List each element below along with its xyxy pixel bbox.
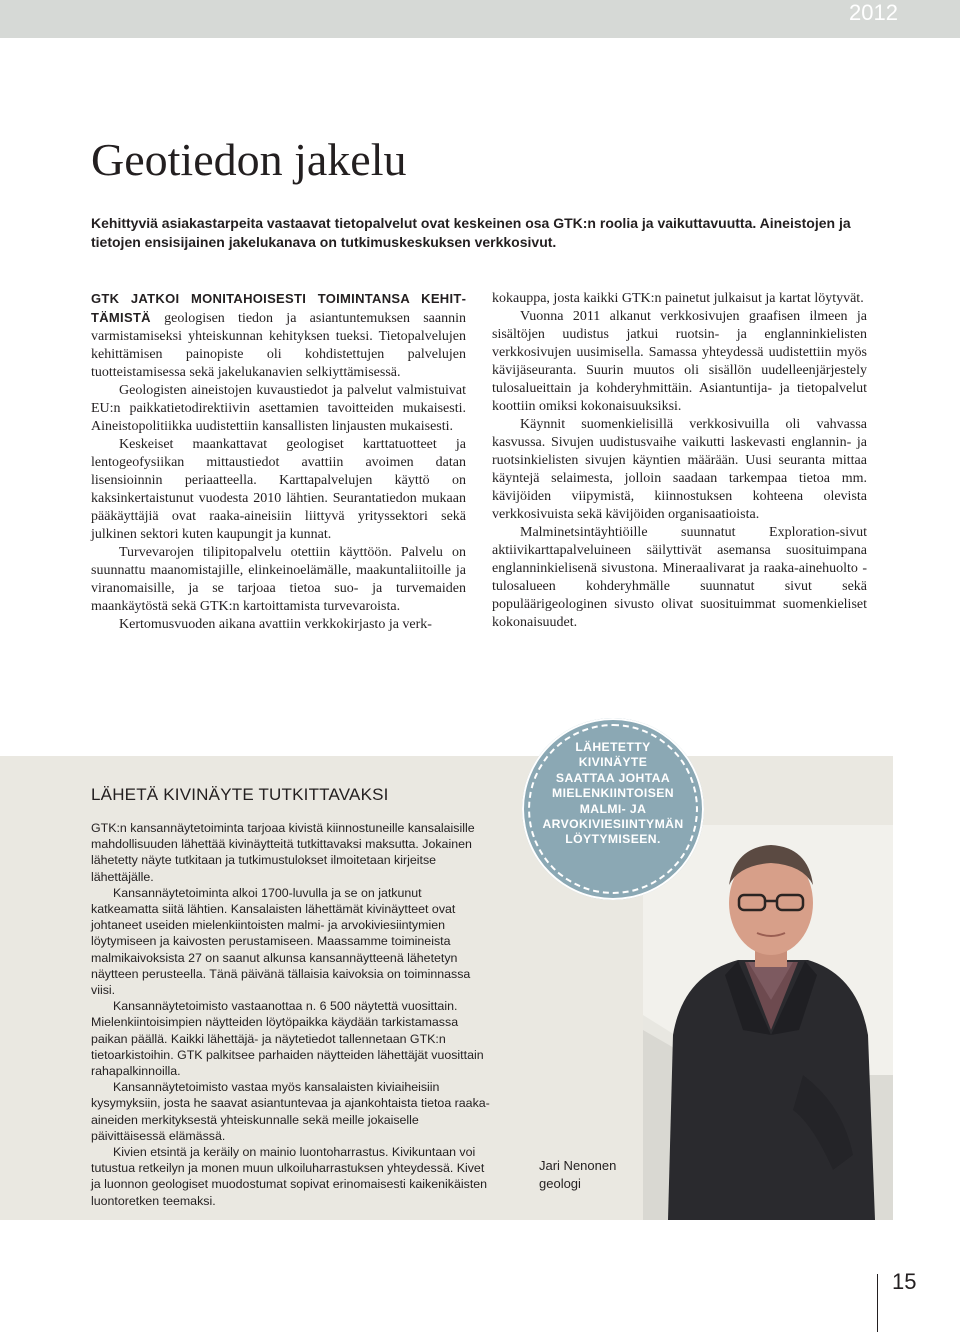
article-paragraph: kokauppa, josta kaikki GTK:n painetut julkaisut ja kartat löytyvät. — [492, 291, 864, 306]
top-bar — [0, 0, 960, 38]
info-box-body — [91, 820, 491, 1209]
article-text: geologisen tiedon ja asiantuntemuksen saannin varmistamiseksi yhteiskunnan kehityksen tueksi. Tietopalvelujen kehittämisen painopiste oli kohdistettujen palvelujen tuotteistamisessa sekä jakelukanavien selkiyttämisessä. — [91, 311, 466, 380]
lead-paragraph: Kehittyviä asiakastarpeita vastaavat tietopalvelut ovat keskeinen osa GTK:n roolia ja vaikuttavuutta. Aineistojen ja tietojen ensisijainen jakelukanava on tutkimuskeskuksen verkkosivut. — [91, 215, 851, 250]
photo-caption: Jari Nenonen geologi — [539, 1158, 617, 1191]
callout-badge-text: LÄHETETTY KIVINÄYTE SAATTAA JOHTAA MIELENKIINTOISEN MALMI- JA ARVOKIVIESIINTYMÄN LÖYTYMISEEN. — [542, 740, 684, 847]
article-paragraph: Käynnit suomenkielisillä verkkosivuilla oli vahvassa kasvussa. Sivujen uudistusvaihe vaikutti laskevasti englannin- ja ruotsinkielisten sivujen käyntien määrään. Uusi seuranta mittaa käyntejä selaimesta, jolloin saadaan tarkempaa tietoa mm. kävijöiden viipymistä, kiinnostuksen kohteena olevista verkkosivuista sekä kävijöiden organisaatioista. — [492, 417, 867, 522]
page-number-rule — [877, 1274, 878, 1332]
page-number: 15 — [892, 1269, 917, 1294]
info-box-paragraph: GTK:n kansannäytetoiminta tarjoaa kivistä kiinnostuneille kansalaisille mahdollisuuden lähettää kivinäytteitä tutkittavaksi maksutta. Jokainen lähetetty näyte tutkitaan ja tutkimustulokset ilmoitetaan kirjeitse lähettäjälle. — [91, 821, 475, 884]
article-paragraph: Malminetsintäyhtiöille suunnatut Exploration-sivut aktiivikarttapalveluineen säilyttivät asemansa suosituimpana englanninkielisenä sivustona. Mineraalivarat ja raaka-ainehuolto -tulosalueen kohderyhmälle suunnatut sivut sekä populäärigeologinen sivusto olivat suosituimmat suomenkieliset kokonaisuudet. — [492, 525, 867, 630]
person-portrait-icon — [643, 825, 893, 1220]
info-box-paragraph: Kivien etsintä ja keräily on mainio luontoharrastus. Kivikuntaan voi tutustua retkeilyn ja monen muun ulkoiluharrastuksen yhteydessä. Kivet ja luonnon geologiset muodostumat sopivat erinomaisesti kaikenikäisten luontoretken teemaksi. — [91, 1145, 488, 1208]
article-left-column — [91, 290, 466, 634]
article-paragraph: Geologisten aineistojen kuvaustiedot ja palvelut valmistuivat EU:n paikkatietodirektiivin asettamien tavoitteiden mukaisesti. Aineistopolitiikka uudistettiin kansallisten linjausten mukaisesti. — [91, 383, 466, 434]
article-paragraph: Keskeiset maankattavat geologiset karttatuotteet ja lentogeofysiikan mittaustiedot avattiin avoimen datan lisensioinnin periaatteella. Karttapalvelujen käyttö on kaksinkertaistunut vuodesta 2010 lähtien. Seurantatiedon mukaan pääkäyttäjiä ovat raaka-aineisiin liittyvä yrityssektori sekä julkinen sektori kuten kaupungit ja kunnat. — [91, 437, 466, 542]
info-box-paragraph: Kansannäytetoiminta alkoi 1700-luvulla ja se on jatkunut katkeamatta siitä lähtien. Kansalaisten lähettämät kivinäytteet ovat johtaneet useiden mielenkiintoisten malmi- ja arvokiviesiintymien löytymiseen ja kaivosten perustamiseen. Maassamme toimineista malmikaivoksista 27 on saanut alkunsa kansannäytteenä lähetetyn näytteen perusteella. Tänä päivänä tällaisia kaivoksia on toiminnassa viisi. — [91, 885, 471, 998]
header-year: 2012 — [849, 0, 898, 25]
article-paragraph — [91, 290, 466, 382]
info-box-paragraph: Kansannäytetoimisto vastaanottaa n. 6 500 näytettä vuosittain. Mielenkiintoisimpien näytteiden löytöpaikka käydään tarkistamassa paikan päällä. Kaikki lähettäjä- ja näytetiedot tallennetaan GTK:n tietoarkistoihin. GTK palkitsee parhaiden näytteiden lähettäjät vuosittain rahapalkinnoilla. — [91, 999, 484, 1079]
article-caps-lead: GTK JATKOI MONITAHOISESTI TOIMINTANSA KEHITTÄMISTÄ — [91, 291, 466, 325]
article-paragraph: Turvevarojen tilipitopalvelu otettiin käyttöön. Palvelu on suunnattu maanomistajille, elinkeinoelämälle, maakuntaliitoille ja viranomaisille, ja se tarjoaa tietoa suo- ja turvemaiden maankäytöstä sekä GTK:n kartoittamista turvevaroista. — [91, 545, 466, 614]
info-box-paragraph: Kansannäytetoimisto vastaa myös kansalaisten kiviaiheisiin kysymyksiin, josta he saavat asiantuntevaa ja ajankohtaista tietoa raaka-aineiden merkityksestä yhteiskunnalle sekä meille jokaiselle päivittäisessä elämässä. — [91, 1080, 490, 1143]
page-title: Geotiedon jakelu — [91, 134, 407, 185]
info-box-title: LÄHETÄ KIVINÄYTE TUTKITTAVAKSI — [91, 785, 389, 804]
article-right-column — [492, 290, 867, 632]
article-paragraph: Vuonna 2011 alkanut verkkosivujen graafisen ilmeen ja sisältöjen uudistus jatkui ruotsin- ja englanninkielisten verkkosivujen uusimisella. Samassa yhteydessä uudistettiin myös kävijäseuranta. Suurin muutos oli sisällön uudelleenjärjestely tulosalueittain ja kohderyhmittäin. Asiantuntija- ja tietopalvelut koottiin omiksi kokonaisuuksiksi. — [492, 309, 867, 414]
article-paragraph: Kertomusvuoden aikana avattiin verkkokirjasto ja verk- — [119, 617, 432, 632]
callout-badge — [522, 718, 704, 900]
